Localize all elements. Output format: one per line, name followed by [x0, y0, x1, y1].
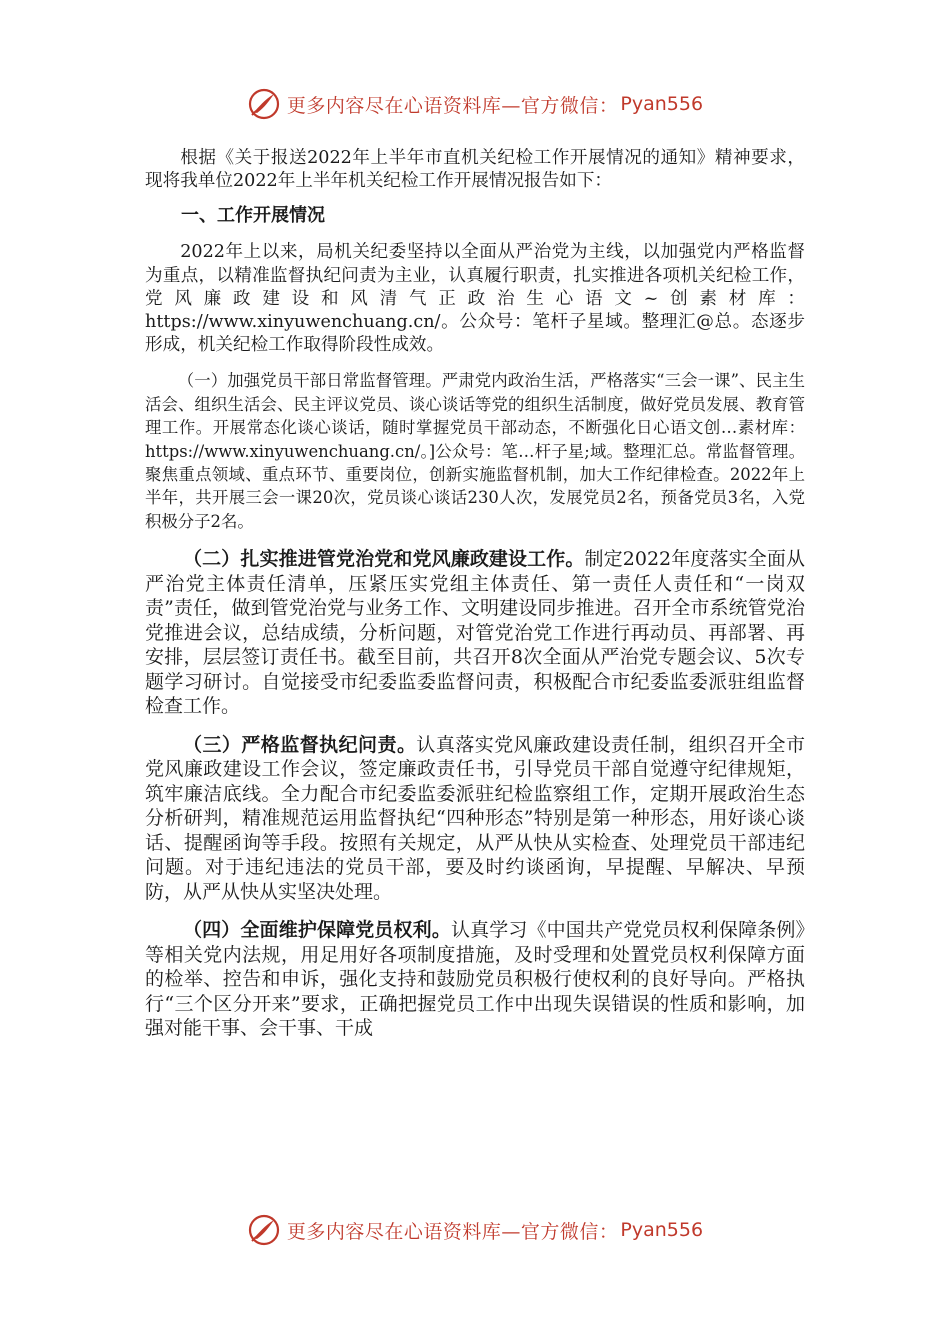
section-paragraph: 2022年上以来，局机关纪委坚持以全面从严治党为主线，以加强党内严格监督为重点，以精准监督执纪问责为主业，认真履行职责，扎实推进各项机关纪检工作，党风廉政建设和风清气正政治生心语文~创素材库：https://www.xinyuwenchuang.cn/。公众号：笔杆子星域。整理汇@总。态逐步形成，机关纪检工作取得阶段性成效。 [145, 242, 805, 356]
banner-text: 更多内容尽在心语资料库—官方微信： [286, 94, 619, 117]
item-2-lead: （二）扎实推进管党治党和党风廉政建设工作。 [183, 548, 585, 571]
item-4-paragraph [145, 918, 805, 1041]
item-2-paragraph [145, 547, 805, 719]
intro-paragraph: 根据《关于报送2022年上半年市直机关纪检工作开展情况的通知》精神要求，现将我单位2022年上半年机关纪检工作开展情况报告如下： [145, 148, 805, 192]
item-1-paragraph: （一）加强党员干部日常监督管理。严肃党内政治生活，严格落实“三会一课”、民主生活会、组织生活会、民主评议党员、谈心谈话等党的组织生活制度，做好党员发展、教育管理工作。开展常态化谈心谈话，随时掌握党员干部动态，不断强化日心语文创…素材库：https://www.xinyuwenchuang.cn/。]公众号：笔…杆子星;域。整理汇总。常监督管理。聚焦重点领域、重点环节、重要岗位，创新实施监督机制，加大工作纪律检查。2022年上半年，共开展三会一课20次，党员谈心谈话230人次，发展党员2名，预备党员3名，入党积极分子2名。 [145, 371, 805, 531]
banner-text: 更多内容尽在心语资料库—官方微信： [286, 1220, 619, 1243]
section-heading: 一、工作开展情况 [181, 205, 325, 227]
item-4-lead: （四）全面维护保障党员权利。 [183, 919, 451, 942]
item-3-body: 认真落实党风廉政建设责任制，组织召开全市党风廉政建设工作会议，签定廉政责任书，引导党员干部自觉遵守纪律规矩，筑牢廉洁底线。全力配合市纪委监委派驻纪检监察组工作，定期开展政治生态分析研判，精准规范运用监督执纪“四种形态”特别是第一种形态，用好谈心谈话、提醒函询等手段。按照有关规定，从严从快从实检查、处理党员干部违纪问题。对于违纪违法的党员干部，要及时约谈函询，早提醒、早解决、早预防，从严从快从实坚决处理。 [145, 733, 805, 903]
item-4-body: 认真学习《中国共产党党员权利保障条例》等相关党内法规，用足用好各项制度措施，及时受理和处置党员权利保障方面的检举、控告和申诉，强化支持和鼓励党员积极行使权利的良好导向。严格执行“三个区分开来”要求，正确把握党员工作中出现失误错误的性质和影响，加强对能干事、会干事、干成 [145, 919, 805, 1040]
header-watermark-banner [0, 84, 950, 124]
pen-logo-icon [247, 87, 281, 121]
pen-logo-icon [247, 1213, 281, 1247]
banner-wechat-id: Pyan556 [620, 1219, 704, 1241]
item-3-paragraph [145, 733, 805, 905]
item-3-lead: （三）严格监督执纪问责。 [183, 733, 417, 756]
document-body [145, 147, 805, 1055]
item-2-body: 制定2022年度落实全面从严治党主体责任清单，压紧压实党组主体责任、第一责任人责任和“一岗双责”责任，做到管党治党与业务工作、文明建设同步推进。召开全市系统管党治党推进会议，总结成绩，分析问题，对管党治党工作进行再动员、再部署、再安排，层层签订责任书。截至目前，共召开8次全面从严治党专题会议、5次专题学习研讨。自觉接受市纪委监委监督问责，积极配合市纪委监委派驻组监督检查工作。 [145, 548, 805, 718]
footer-watermark-banner [0, 1210, 950, 1250]
banner-wechat-id: Pyan556 [620, 93, 704, 115]
